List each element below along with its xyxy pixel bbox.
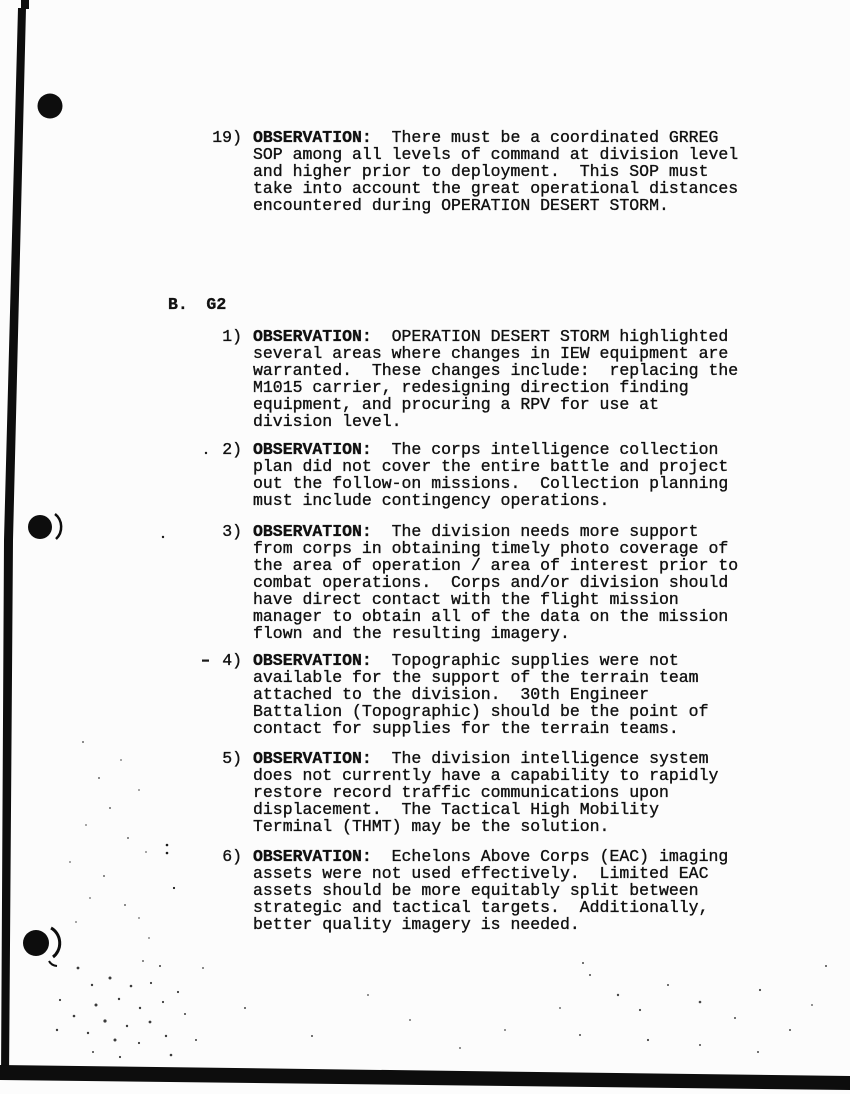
observation-body xyxy=(253,441,753,509)
hole-punch-shadow-arc xyxy=(55,514,61,539)
observation-text: OPERATION DESERT STORM highlighted xyxy=(371,327,729,346)
hole-punch-mark xyxy=(28,515,52,539)
observation-text: combat operations. Corps and/or division should xyxy=(253,573,729,592)
observation-label: OBSERVATION: xyxy=(253,327,372,346)
hole-punch-shadow-arc xyxy=(51,928,60,957)
item-number: 19) xyxy=(212,128,242,147)
observation-text: division level. xyxy=(253,412,402,431)
observation-text: SOP among all levels of command at division level xyxy=(253,145,739,164)
item-number: 4) xyxy=(222,651,242,670)
observation-text: must include contingency operations. xyxy=(253,491,610,510)
observation-text: better quality imagery is needed. xyxy=(253,915,580,934)
section-title: G2 xyxy=(206,295,227,314)
item-number: 3) xyxy=(222,522,242,541)
observation-text: M1015 carrier, redesigning direction finding xyxy=(253,378,689,397)
section-header xyxy=(168,296,226,314)
observation-text: does not currently have a capability to rapidly xyxy=(253,766,719,785)
observation-text: from corps in obtaining timely photo coverage of xyxy=(253,539,729,558)
observation-body xyxy=(253,750,753,835)
item-number: 1) xyxy=(222,327,242,346)
observation-text: Echelons Above Corps (EAC) imaging xyxy=(371,847,729,866)
item-number: 2) xyxy=(222,440,242,459)
observation-text: and higher prior to deployment. This SOP must xyxy=(253,162,709,181)
observation-text: The division needs more support xyxy=(371,522,699,541)
hole-punch-mark xyxy=(23,930,49,956)
observation-label: OBSERVATION: xyxy=(253,440,372,459)
observation-text: Topographic supplies were not xyxy=(371,651,679,670)
observation-text: flown and the resulting imagery. xyxy=(253,624,570,643)
observation-body xyxy=(253,848,753,933)
observation-text: out the follow-on missions. Collection planning xyxy=(253,474,729,493)
item-number: 5) xyxy=(222,749,242,768)
observation-text: The division intelligence system xyxy=(371,749,709,768)
observation-body xyxy=(253,523,753,642)
observation-text: restore record traffic communications upon xyxy=(253,783,669,802)
page-corner-mark xyxy=(21,0,29,9)
observation-text: displacement. The Tactical High Mobility xyxy=(253,800,659,819)
scan-bottom-band xyxy=(0,1065,850,1090)
scan-left-edge-line xyxy=(1,8,26,1080)
observation-text: Battalion (Topographic) should be the point of xyxy=(253,702,709,721)
observation-text: equipment, and procuring a RPV for use at xyxy=(253,395,659,414)
observation-text: assets were not used effectively. Limited EAC xyxy=(253,864,709,883)
observation-label: OBSERVATION: xyxy=(253,128,372,147)
observation-label: OBSERVATION: xyxy=(253,651,372,670)
observation-text: available for the support of the terrain team xyxy=(253,668,699,687)
observation-text: The corps intelligence collection xyxy=(371,440,719,459)
observation-text: have direct contact with the flight mission xyxy=(253,590,679,609)
observation-text: There must be a coordinated GRREG xyxy=(371,128,719,147)
observation-text: assets should be more equitably split between xyxy=(253,881,699,900)
observation-label: OBSERVATION: xyxy=(253,749,372,768)
observation-label: OBSERVATION: xyxy=(253,847,372,866)
observation-text: manager to obtain all of the data on the mission xyxy=(253,607,729,626)
observation-body xyxy=(253,129,753,214)
section-label: B. xyxy=(168,295,188,314)
observation-label: OBSERVATION: xyxy=(253,522,372,541)
observation-text: attached to the division. 30th Engineer xyxy=(253,685,650,704)
observation-text: Terminal (THMT) may be the solution. xyxy=(253,817,610,836)
observation-text: contact for supplies for the terrain teams. xyxy=(253,719,679,738)
observation-text: plan did not cover the entire battle and project xyxy=(253,457,729,476)
observation-body xyxy=(253,652,753,737)
observation-text: warranted. These changes include: replacing the xyxy=(253,361,739,380)
item-number: 6) xyxy=(222,847,242,866)
hole-punch-mark xyxy=(38,94,63,119)
observation-text: take into account the great operational distances xyxy=(253,179,739,198)
hole-punch-shadow-arc xyxy=(49,961,57,966)
observation-text: the area of operation / area of interest prior to xyxy=(253,556,739,575)
observation-text: several areas where changes in IEW equipment are xyxy=(253,344,729,363)
observation-body xyxy=(253,328,753,430)
observation-text: strategic and tactical targets. Additionally, xyxy=(253,898,709,917)
observation-text: encountered during OPERATION DESERT STORM. xyxy=(253,196,669,215)
